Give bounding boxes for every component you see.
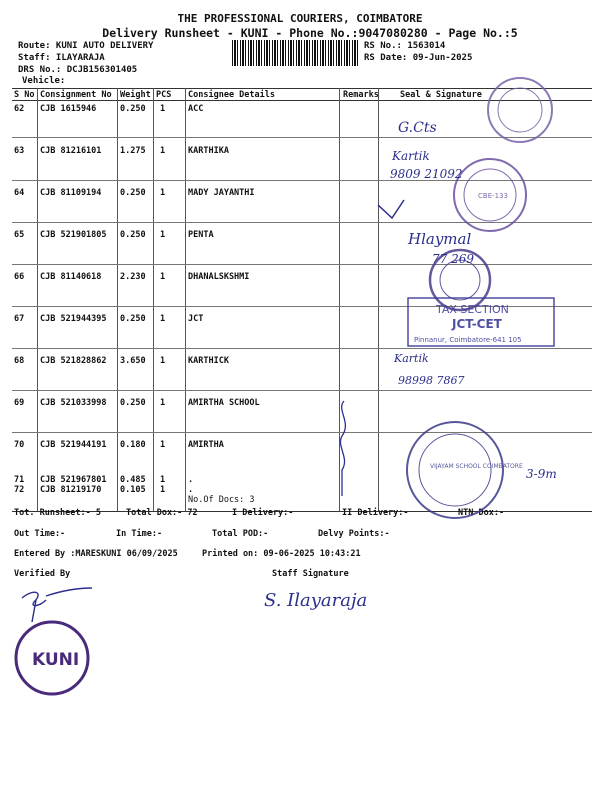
kuni-stamp <box>16 622 88 694</box>
col-header-pcs: PCS <box>156 90 172 100</box>
row-consignment: CJB 521944191 <box>40 440 107 450</box>
handwriting-row63a: Kartik <box>392 149 430 163</box>
row-weight: 0.105 <box>120 485 146 495</box>
staff-signature-label: Staff Signature <box>272 569 349 579</box>
row-consignee: DHANALSKSHMI <box>188 272 250 282</box>
row-consignment: CJB 81109194 <box>40 188 102 198</box>
row-weight: 0.250 <box>120 314 146 324</box>
row-pcs: 1 <box>160 314 166 324</box>
handwriting-row68b: 98998 7867 <box>398 374 465 387</box>
tax-section-text: TAX SECTION <box>436 303 509 316</box>
verified-by-label: Verified By <box>14 569 71 579</box>
row-consignment: CJB 521967801 <box>40 475 107 485</box>
row-sno: 72 <box>14 485 25 495</box>
row-consignment: CJB 1615946 <box>40 104 97 114</box>
row-consignee: AMIRTHA <box>188 440 224 450</box>
row-consignee: JCT <box>188 314 204 324</box>
row-consignee: . <box>188 485 194 495</box>
vijayam-school-seal <box>407 422 523 518</box>
row-weight: 1.275 <box>120 146 146 156</box>
row-pcs: 1 <box>160 104 166 114</box>
row-pcs: 1 <box>160 146 166 156</box>
vijayam-seal-text: VIJAYAM SCHOOL COIMBATORE <box>430 463 523 470</box>
verified-signature <box>22 588 92 622</box>
row-consignment: CJB 521944395 <box>40 314 107 324</box>
out-time: Out Time:- <box>14 529 66 539</box>
kuni-stamp-text: KUNI <box>32 650 80 670</box>
row-sno: 69 <box>14 398 25 408</box>
row-sno: 71 <box>14 475 25 485</box>
row-weight: 0.250 <box>120 104 146 114</box>
i-delivery: I Delivery:- <box>232 508 294 518</box>
col-header-remarks: Remarks <box>343 90 379 100</box>
runsheet-subtitle: Delivery Runsheet - KUNI - Phone No.:9047080280 - Page No.:5 <box>102 26 518 40</box>
row-sno: 64 <box>14 188 25 198</box>
row-consignee: KARTHIKA <box>188 146 229 156</box>
handwriting-row65a: Hlaymal <box>408 230 472 248</box>
row-pcs: 1 <box>160 188 166 198</box>
row-pcs: 1 <box>160 440 166 450</box>
row-sno: 65 <box>14 230 25 240</box>
route-label: Route: KUNI AUTO DELIVERY <box>18 41 154 51</box>
row-sno: 67 <box>14 314 25 324</box>
row-consignee: PENTA <box>188 230 214 240</box>
jct-address-text: Pinnanur, Coimbatore-641 105 <box>414 336 522 344</box>
vehicle-label: Vehicle: <box>22 76 66 86</box>
row-consignment: CJB 81219170 <box>40 485 102 495</box>
tax-section-stamp <box>408 298 554 346</box>
total-pod: Total POD:- <box>212 529 269 539</box>
in-time: In Time:- <box>116 529 163 539</box>
jct-cet-text: JCT-CET <box>452 317 502 331</box>
row-pcs: 1 <box>160 398 166 408</box>
row-consignee: . <box>188 475 194 485</box>
row-weight: 0.485 <box>120 475 146 485</box>
row-pcs: 1 <box>160 356 166 366</box>
staff-label: Staff: ILAYARAJA <box>18 53 105 63</box>
handwriting-row62: G.Cts <box>398 120 437 136</box>
rs-no-label: RS No.: 1563014 <box>364 41 446 51</box>
handwriting-row63b: 9809 21092 <box>390 167 463 181</box>
row-sno: 70 <box>14 440 25 450</box>
row-consignment: CJB 521901805 <box>40 230 107 240</box>
row-consignee: AMIRTHA SCHOOL <box>188 398 260 408</box>
row-pcs: 1 <box>160 272 166 282</box>
docs-count: No.Of Docs: 3 <box>188 495 255 505</box>
ii-delivery: II Delivery:- <box>342 508 409 518</box>
handwriting-row64 <box>378 200 404 218</box>
row-pcs: 1 <box>160 475 166 485</box>
row-weight: 0.250 <box>120 230 146 240</box>
row-weight: 3.650 <box>120 356 146 366</box>
row-consignment: CJB 521828862 <box>40 356 107 366</box>
row-consignee: MADY JAYANTHI <box>188 188 255 198</box>
cbe-seal-text: CBE-133 <box>478 192 508 200</box>
row-weight: 0.180 <box>120 440 146 450</box>
col-header-consignee: Consignee Details <box>188 90 275 100</box>
row-consignee: ACC <box>188 104 204 114</box>
handwriting-row68a: Kartik <box>394 352 429 365</box>
row-weight: 2.230 <box>120 272 146 282</box>
row-consignment: CJB 81216101 <box>40 146 102 156</box>
handwriting-row70: 3-9m <box>526 467 557 481</box>
drs-label: DRS No.: DCJB156301405 <box>18 65 138 75</box>
staff-signature: S. Ilayaraja <box>264 590 368 611</box>
printed-on: Printed on: 09-06-2025 10:43:21 <box>202 549 361 559</box>
row-pcs: 1 <box>160 230 166 240</box>
total-dox: Total Dox:- 72 <box>126 508 198 518</box>
squiggle-line <box>340 401 345 496</box>
handwriting-row65b: 77 269 <box>432 252 474 266</box>
col-header-weight: Weight <box>120 90 151 100</box>
row-sno: 62 <box>14 104 25 114</box>
row-consignment: CJB 81140618 <box>40 272 102 282</box>
cbe-seal <box>454 159 526 231</box>
entered-by: Entered By :MARESKUNI 06/09/2025 <box>14 549 178 559</box>
row-sno: 63 <box>14 146 25 156</box>
row-consignment: CJB 521033998 <box>40 398 107 408</box>
col-header-consignment: Consignment No <box>40 90 112 100</box>
row-weight: 0.250 <box>120 188 146 198</box>
tot-runsheet: Tot. Runsheet:- 5 <box>14 508 101 518</box>
row-sno: 68 <box>14 356 25 366</box>
row-pcs: 1 <box>160 485 166 495</box>
row-sno: 66 <box>14 272 25 282</box>
ntn-dox: NTN Dox:- <box>458 508 505 518</box>
col-header-sno: S No <box>14 90 35 100</box>
delvy-points: Delvy Points:- <box>318 529 390 539</box>
round-stamp-top <box>488 78 552 142</box>
rs-date-label: RS Date: 09-Jun-2025 <box>364 53 473 63</box>
row-weight: 0.250 <box>120 398 146 408</box>
row-consignee: KARTHICK <box>188 356 229 366</box>
col-header-signature: Seal & Signature <box>400 90 482 100</box>
company-title: THE PROFESSIONAL COURIERS, COIMBATORE <box>177 12 423 25</box>
